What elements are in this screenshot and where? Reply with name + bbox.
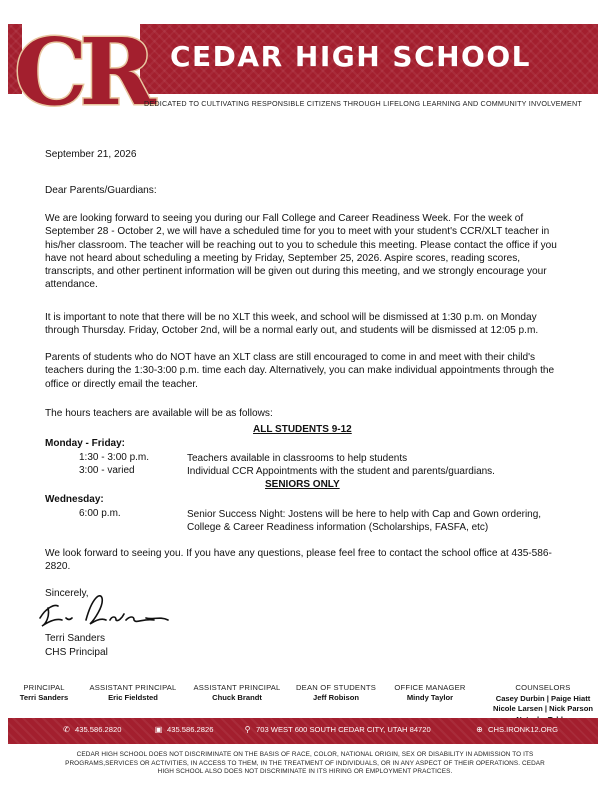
staff-principal	[12, 683, 76, 703]
staff-name: Eric Fieldsted	[108, 693, 158, 702]
logo-lettering: CR	[14, 18, 148, 126]
fax-number: 435.586.2826	[167, 725, 214, 734]
schedule-description: Individual CCR Appointments with the student and parents/guardians.	[187, 466, 495, 477]
letter-date: September 21, 2026	[45, 149, 137, 160]
hours-intro: The hours teachers are available will be as follows:	[45, 408, 273, 419]
phone-number: 435.586.2820	[75, 725, 122, 734]
footer-phone	[62, 725, 121, 734]
school-name: CEDAR HIGH SCHOOL	[170, 40, 532, 73]
staff-name: Chuck Brandt	[212, 693, 262, 702]
seniors-heading: SENIORS ONLY	[265, 479, 340, 490]
staff-name: Casey Durbin | Paige Hiatt	[495, 693, 591, 703]
nondiscrimination-disclaimer: CEDAR HIGH SCHOOL DOES NOT DISCRIMINATE ON THE BASIS OF RACE, COLOR, NATIONAL ORIGIN, SEX OR DISABILITY IN ADMISSION TO ITS PROGRAMS,SERVICES OR ACTIVITIES, IN ACCESS TO THEM, IN THE TREATMENT OF INDIVIDUALS, OR IN ANY ASPECT OF THEIR OPERATIONS. CEDAR HIGH SCHOOL ALSO DOES NOT DISCRIMINATE IN ITS HIRING OR EMPLOYMENT PRACTICES.	[65, 751, 545, 776]
staff-role: DEAN OF STUDENTS	[296, 683, 376, 692]
staff-name: Jeff Robison	[313, 693, 359, 702]
staff-assistant-principal	[82, 683, 184, 703]
schedule-description: Teachers available in classrooms to help students	[187, 453, 408, 464]
school-logo	[14, 12, 148, 128]
staff-role: ASSISTANT PRINCIPAL	[193, 683, 281, 692]
website-link[interactable]: CHS.IRONK12.ORG	[488, 725, 559, 734]
staff-role: ASSISTANT PRINCIPAL	[89, 683, 177, 692]
staff-assistant-principal	[186, 683, 288, 703]
signature-image	[36, 590, 176, 632]
staff-role: COUNSELORS	[515, 683, 571, 692]
signer-name: Terri Sanders	[45, 633, 106, 644]
fax-icon: ▣	[154, 725, 163, 734]
schedule-time: 6:00 p.m.	[79, 508, 121, 519]
schedule-description: Senior Success Night: Jostens will be here to help with Cap and Gown ordering, College & Career Readiness information (Scholarships, FASFA, etc)	[187, 509, 542, 534]
all-students-heading: ALL STUDENTS 9-12	[253, 424, 352, 435]
schedule-time: 3:00 - varied	[79, 465, 135, 476]
closing-paragraph: We look forward to seeing you. If you have any questions, please feel free to contact the school office at 435-586-2820.	[45, 548, 552, 573]
salutation: Dear Parents/Guardians:	[45, 185, 157, 196]
staff-name: Terri Sanders	[19, 693, 69, 702]
staff-role: OFFICE MANAGER	[394, 683, 466, 692]
wednesday-label: Wednesday:	[45, 494, 104, 505]
school-tagline: DEDICATED TO CULTIVATING RESPONSIBLE CITIZENS THROUGH LIFELONG LEARNING AND COMMUNITY INVOLVEMENT	[144, 99, 582, 108]
sincerely: Sincerely,	[45, 588, 89, 599]
globe-icon: ⊕	[476, 725, 483, 734]
phone-icon: ✆	[63, 725, 70, 734]
staff-name: Nicole Larsen | Nick Parson	[492, 704, 594, 713]
location-pin-icon: ⚲	[244, 725, 251, 734]
footer-website[interactable]	[475, 725, 558, 734]
staff-name: Mindy Taylor	[406, 693, 454, 702]
footer-address	[243, 725, 431, 734]
schedule-time: 1:30 - 3:00 p.m.	[79, 452, 150, 463]
paragraph-3: Parents of students who do NOT have an XLT class are still encouraged to come in and meet with their child's teachers during the 1:30-3:00 p.m. time each day. Alternatively, you can make individual appointments through the office or directly email the teacher.	[45, 352, 555, 390]
staff-office-manager	[384, 683, 476, 703]
address-text: 703 WEST 600 SOUTH CEDAR CITY, UTAH 84720	[256, 725, 431, 734]
staff-role: PRINCIPAL	[23, 683, 65, 692]
signer-title: CHS Principal	[45, 647, 108, 658]
staff-dean-of-students	[290, 683, 382, 703]
footer-fax	[154, 725, 213, 734]
monday-friday-label: Monday - Friday:	[45, 438, 126, 449]
paragraph-2: It is important to note that there will be no XLT this week, and school will be dismissed at 1:30 p.m. on Monday through Thursday. Friday, October 2nd, will be a normal early out, and students will be dismissed at 12:05 p.m.	[45, 312, 539, 337]
paragraph-1: We are looking forward to seeing you during our Fall College and Career Readiness Week. For the week of September 28 - October 2, we will have a scheduled time for you to meet with your student's CCR/XLT teacher in his/her classroom. The teacher will be reaching out to you to schedule this meeting. Please contact the office if you have not heard about scheduling a meeting by Friday, September 25, 2026. Aspire scores, reading scores, transcripts, and other pertinent information will be given out during this meeting, and we strongly encourage your attendance.	[45, 213, 557, 291]
